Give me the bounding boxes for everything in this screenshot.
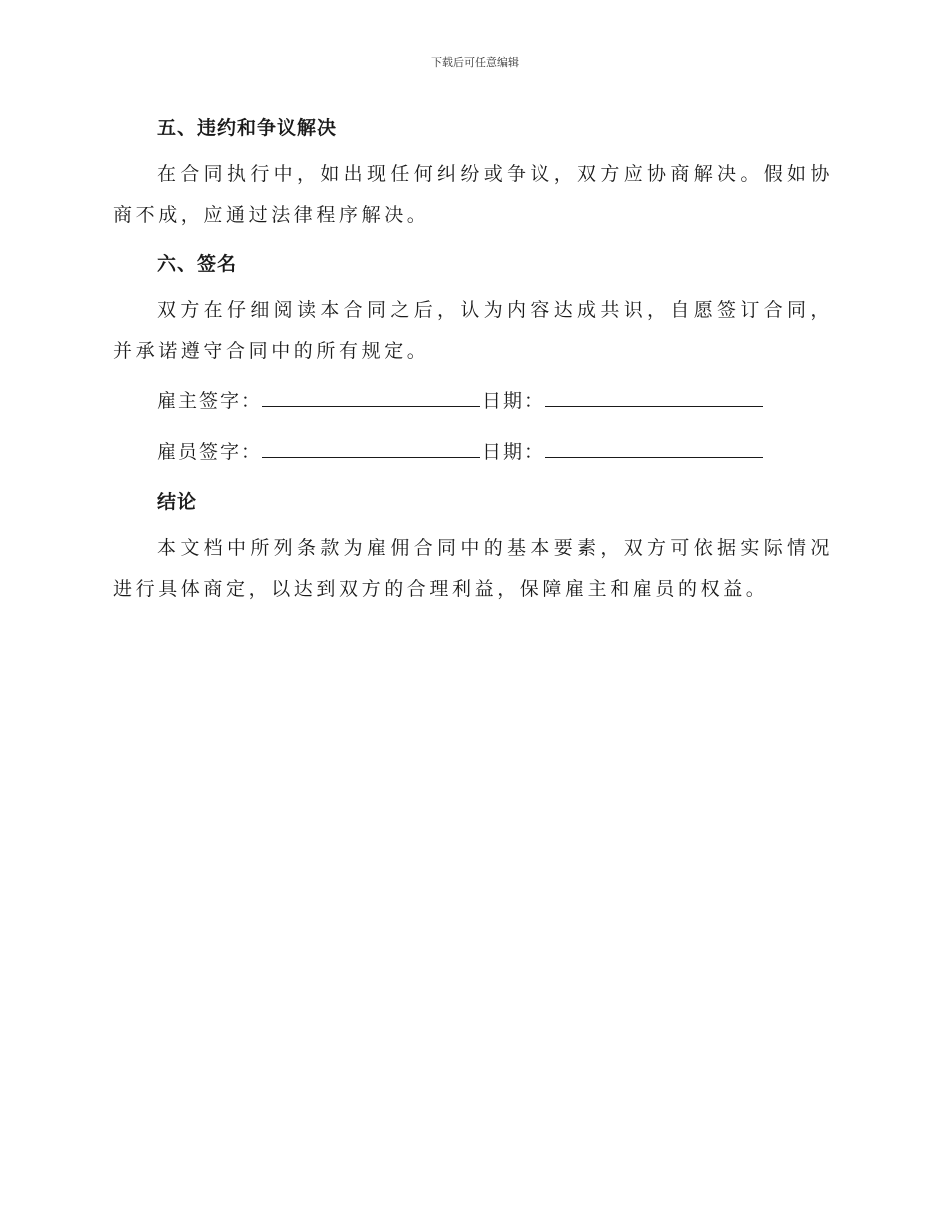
employer-date-field[interactable] bbox=[545, 384, 763, 407]
document-body bbox=[113, 112, 833, 610]
employee-date-label: 日期： bbox=[482, 441, 546, 463]
section-title-signature: 六、签名 bbox=[157, 253, 238, 275]
header-note: 下载后可任意编辑 bbox=[431, 56, 519, 69]
employer-date-label: 日期： bbox=[482, 390, 546, 412]
paragraph-conclusion: 本文档中所列条款为雇佣合同中的基本要素，双方可依据实际情况进行具体商定，以达到双方的合理利益，保障雇主和雇员的权益。 bbox=[113, 537, 833, 600]
paragraph-breach: 在合同执行中，如出现任何纠纷或争议，双方应协商解决。假如协商不成，应通过法律程序解决。 bbox=[113, 163, 833, 226]
employee-date-field[interactable] bbox=[545, 435, 763, 458]
section-title-conclusion: 结论 bbox=[157, 491, 198, 513]
employee-signature-line bbox=[113, 435, 833, 468]
employee-signature-label: 雇员签字： bbox=[157, 441, 263, 463]
employee-signature-field[interactable] bbox=[262, 435, 480, 458]
employer-signature-label: 雇主签字： bbox=[157, 390, 263, 412]
employer-signature-line bbox=[113, 384, 833, 417]
section-title-breach: 五、违约和争议解决 bbox=[157, 117, 338, 139]
employer-signature-field[interactable] bbox=[262, 384, 480, 407]
paragraph-signature: 双方在仔细阅读本合同之后，认为内容达成共识，自愿签订合同，并承诺遵守合同中的所有规定。 bbox=[113, 299, 833, 362]
